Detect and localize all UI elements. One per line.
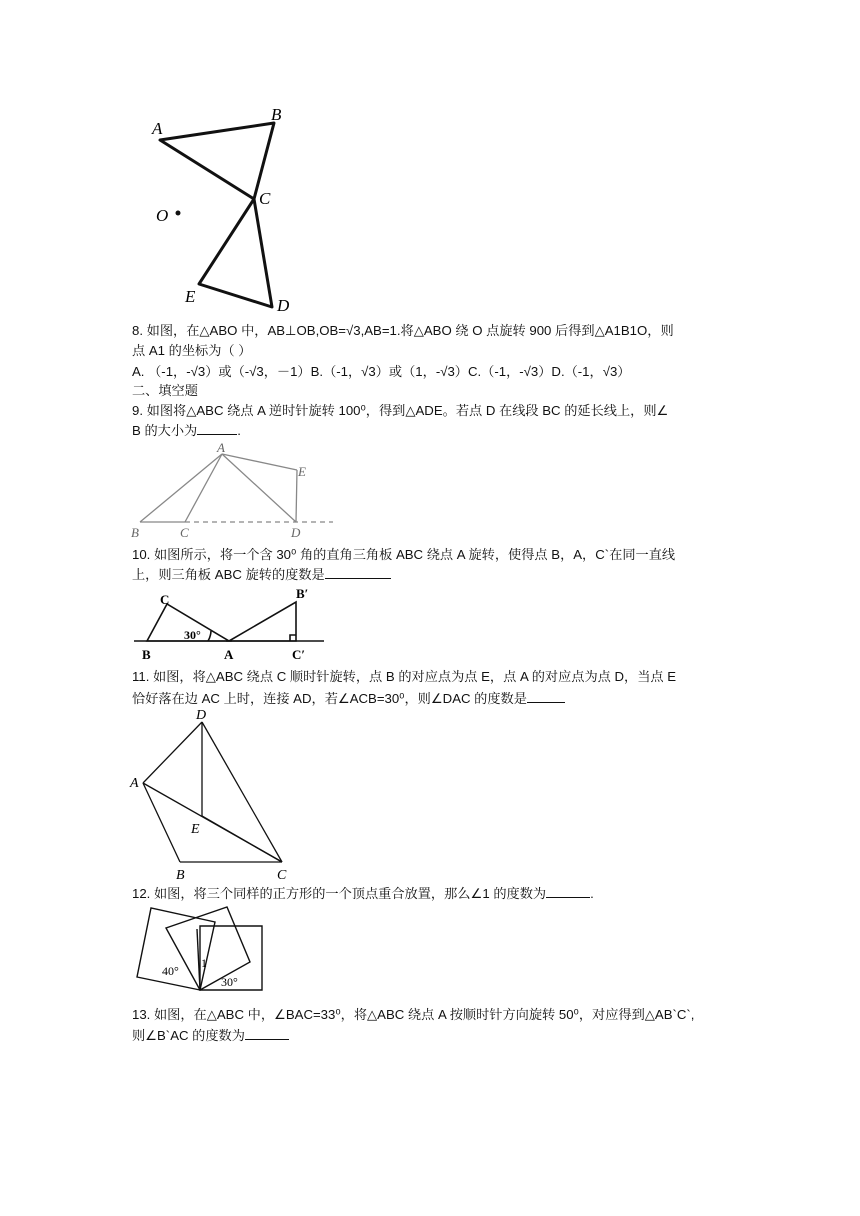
label-c: C — [160, 592, 170, 607]
q8-line2: 点 A1 的坐标为（ ） — [132, 343, 252, 358]
figure-q11 — [128, 702, 298, 884]
q12-line1-text: 12. 如图，将三个同样的正方形的一个顶点重合放置，那么∠1 的度数为 — [132, 886, 547, 901]
answer-blank[interactable] — [197, 422, 237, 435]
label-c: C — [277, 868, 287, 883]
answer-blank[interactable] — [245, 1027, 289, 1040]
q12-line1 — [132, 884, 732, 903]
label-d: D — [277, 296, 290, 315]
q13-line2 — [132, 1026, 732, 1045]
label-30: 30° — [221, 975, 238, 989]
label-a: A — [130, 776, 139, 791]
label-30: 30° — [184, 628, 201, 642]
label-40: 40° — [162, 964, 179, 978]
label-d: D — [196, 708, 207, 723]
label-e: E — [191, 822, 200, 837]
q9-line1: 9. 如图将△ABC 绕点 A 逆时针旋转 100⁰，得到△ADE。若点 D 在线段 BC 的延长线上，则∠ — [132, 403, 669, 418]
q12-line1-end: . — [590, 886, 594, 901]
label-b: B — [176, 868, 185, 883]
label-e: E — [185, 287, 196, 306]
figure-q9 — [128, 440, 338, 540]
q11-line1: 11. 如图，将△ABC 绕点 C 顺时针旋转，点 B 的对应点为点 E，点 A 的对应点为点 D，当点 E — [132, 669, 677, 684]
q9-line2 — [132, 421, 732, 440]
label-a: A — [152, 119, 163, 138]
answer-blank[interactable] — [546, 885, 590, 898]
answer-blank[interactable] — [527, 690, 565, 703]
q11-line2-text: 恰好落在边 AC 上时，连接 AD，若∠ACB=30⁰，则∠DAC 的度数是 — [132, 691, 527, 706]
label-d: D — [291, 525, 301, 540]
q10-line1: 10. 如图所示，将一个含 30⁰ 角的直角三角板 ABC 绕点 A 旋转，使得点 B，A，C`在同一直线 — [132, 547, 676, 562]
label-b-prime: B′ — [296, 586, 309, 601]
label-c-prime: C′ — [292, 647, 306, 662]
q8-options: A. （-1，-√3）或（-√3，－1）B.（-1，√3）或（1，-√3）C.（-1，-√3）D.（-1，√3） — [132, 364, 631, 379]
q9-line2-end: . — [237, 423, 241, 438]
label-a: A — [224, 647, 234, 662]
label-b: B — [131, 525, 139, 540]
label-b: B — [271, 105, 282, 124]
triangle-abc — [160, 123, 274, 199]
label-o: O — [156, 206, 169, 225]
label-c: C — [180, 525, 189, 540]
label-b: B — [142, 647, 151, 662]
label-e: E — [298, 464, 306, 479]
q13-line2-text: 则∠B`AC 的度数为 — [132, 1028, 245, 1043]
q8-line1: 8. 如图，在△ABO 中，AB⊥OB,OB=√3,AB=1.将△ABO 绕 O 点旋转 900 后得到△A1B1O，则 — [132, 323, 674, 338]
figure-q12 — [132, 902, 266, 994]
point-o — [176, 211, 181, 216]
figure-q10 — [130, 582, 330, 666]
label-a: A — [217, 440, 225, 455]
label-c: C — [259, 189, 271, 208]
figure-rotation-triangles — [140, 100, 300, 315]
q9-line2-text: B 的大小为 — [132, 423, 198, 438]
q10-line2-text: 上，则三角板 ABC 旋转的度数是 — [132, 567, 325, 582]
answer-blank[interactable] — [325, 566, 391, 579]
section-title: 二、填空题 — [132, 383, 198, 398]
label-1: 1 — [201, 956, 207, 970]
q13-line1: 13. 如图，在△ABC 中，∠BAC=33⁰，将△ABC 绕点 A 按顺时针方向旋转 50⁰，对应得到△AB`C`, — [132, 1007, 695, 1022]
triangle-cde — [199, 199, 272, 307]
